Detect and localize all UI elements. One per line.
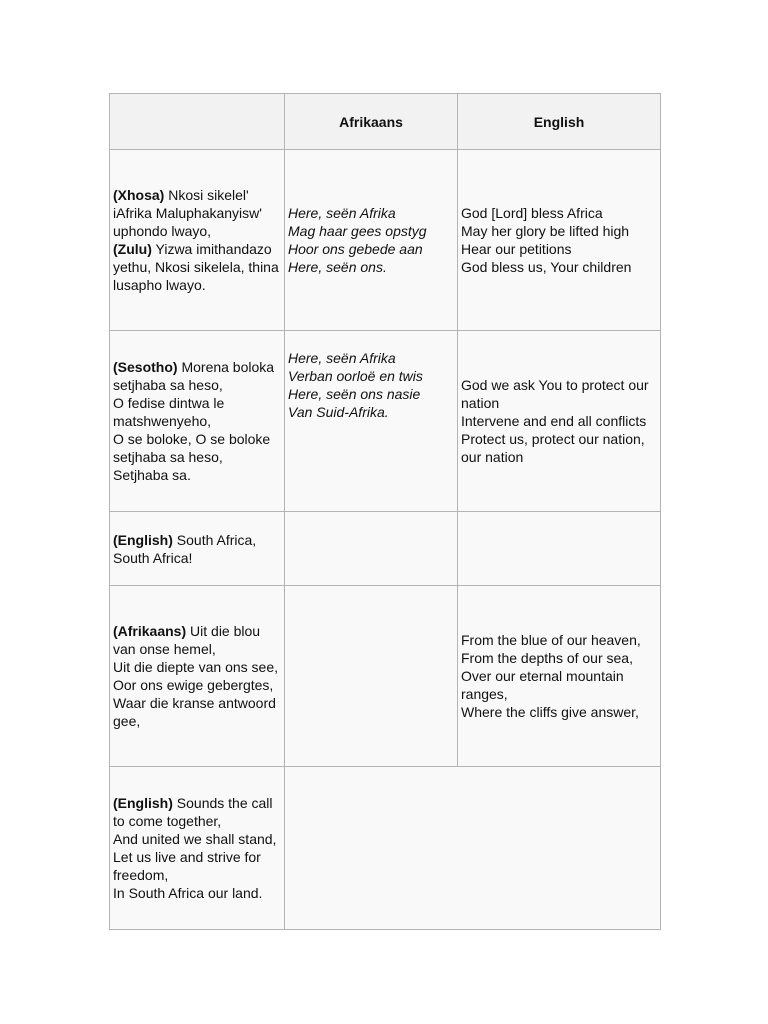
language-label: (Afrikaans)	[113, 623, 187, 639]
header-afrikaans: Afrikaans	[285, 94, 458, 150]
verse-line: And united we shall stand,	[113, 831, 277, 847]
verse-line: In South Africa our land.	[113, 885, 263, 901]
verse-line: Protect us, protect our nation, our nation	[461, 431, 645, 465]
table-row	[110, 586, 661, 767]
verse-line: O fedise dintwa le matshwenyeho,	[113, 395, 225, 429]
source-cell	[110, 150, 285, 331]
verse-line: Over our eternal mountain ranges,	[461, 668, 624, 702]
verse-line	[113, 358, 281, 394]
verse-line: Here, seën Afrika	[288, 205, 396, 221]
verse-line: Let us live and strive for freedom,	[113, 849, 261, 883]
verse-text: Morena boloka setjhaba sa heso,	[113, 359, 275, 393]
verse-line: Intervene and end all conflicts	[461, 413, 647, 429]
verse-line: Oor ons ewige gebergtes,	[113, 677, 274, 693]
verse-line: Verban oorloë en twis	[288, 368, 423, 384]
english-cell	[458, 150, 661, 331]
header-row	[110, 94, 661, 150]
source-cell	[110, 331, 285, 512]
source-cell	[110, 512, 285, 586]
verse-line: Hear our petitions	[461, 241, 572, 257]
afrikaans-cell	[285, 512, 458, 586]
verse-line: Van Suid-Afrika.	[288, 404, 389, 420]
verse-text: Uit die blou van onse hemel,	[113, 623, 261, 657]
verse-line: May her glory be lifted high	[461, 223, 630, 239]
verse-line: Uit die diepte van ons see,	[113, 659, 278, 675]
english-cell	[458, 586, 661, 767]
header-english: English	[458, 94, 661, 150]
afrikaans-cell	[285, 331, 458, 512]
verse-line: O se boloke, O se boloke setjhaba sa heso,	[113, 431, 271, 465]
verse-line: From the blue of our heaven,	[461, 632, 641, 648]
anthem-table	[109, 93, 661, 930]
table-row	[110, 331, 661, 512]
afrikaans-cell	[285, 150, 458, 331]
source-cell	[110, 586, 285, 767]
verse-text: South Africa, South Africa!	[113, 531, 257, 566]
english-cell	[458, 331, 661, 512]
verse-text: Sounds the call to come together,	[113, 795, 273, 829]
table-row	[110, 512, 661, 586]
verse-text: Nkosi sikelel' iAfrika Maluphakanyisw' uphondo lwayo,	[113, 187, 262, 239]
verse-line: Here, seën ons.	[288, 259, 387, 275]
verse-text: Yizwa imithandazo yethu, Nkosi sikelela, thina lusapho lwayo.	[113, 241, 279, 293]
verse-line: God [Lord] bless Africa	[461, 205, 603, 221]
language-label: (English)	[113, 531, 173, 548]
verse-line: Where the cliffs give answer,	[461, 704, 639, 720]
verse-line	[113, 622, 281, 658]
table-row	[110, 150, 661, 331]
verse-line	[113, 794, 281, 830]
verse-line: From the depths of our sea,	[461, 650, 633, 666]
verse-line: God bless us, Your children	[461, 259, 632, 275]
verse-line: Mag haar gees opstyg	[288, 223, 427, 239]
verse-line: Setjhaba sa.	[113, 467, 191, 483]
english-cell	[458, 512, 661, 586]
language-label: (Zulu)	[113, 241, 152, 257]
verse-line	[113, 240, 281, 294]
source-cell	[110, 767, 285, 930]
verse-line: Waar die kranse antwoord gee,	[113, 695, 276, 729]
verse-line	[113, 186, 281, 240]
language-label: (English)	[113, 795, 173, 811]
header-source-cell	[110, 94, 285, 150]
table-row	[110, 767, 661, 930]
language-label: (Xhosa)	[113, 187, 165, 203]
verse-line	[113, 531, 281, 567]
language-label: (Sesotho)	[113, 359, 178, 375]
verse-line: Here, seën ons nasie	[288, 386, 421, 402]
verse-line: God we ask You to protect our nation	[461, 377, 649, 411]
verse-line: Here, seën Afrika	[288, 350, 396, 366]
afrikaans-cell	[285, 586, 458, 767]
verse-line: Hoor ons gebede aan	[288, 241, 423, 257]
empty-merged-cell	[285, 767, 661, 930]
